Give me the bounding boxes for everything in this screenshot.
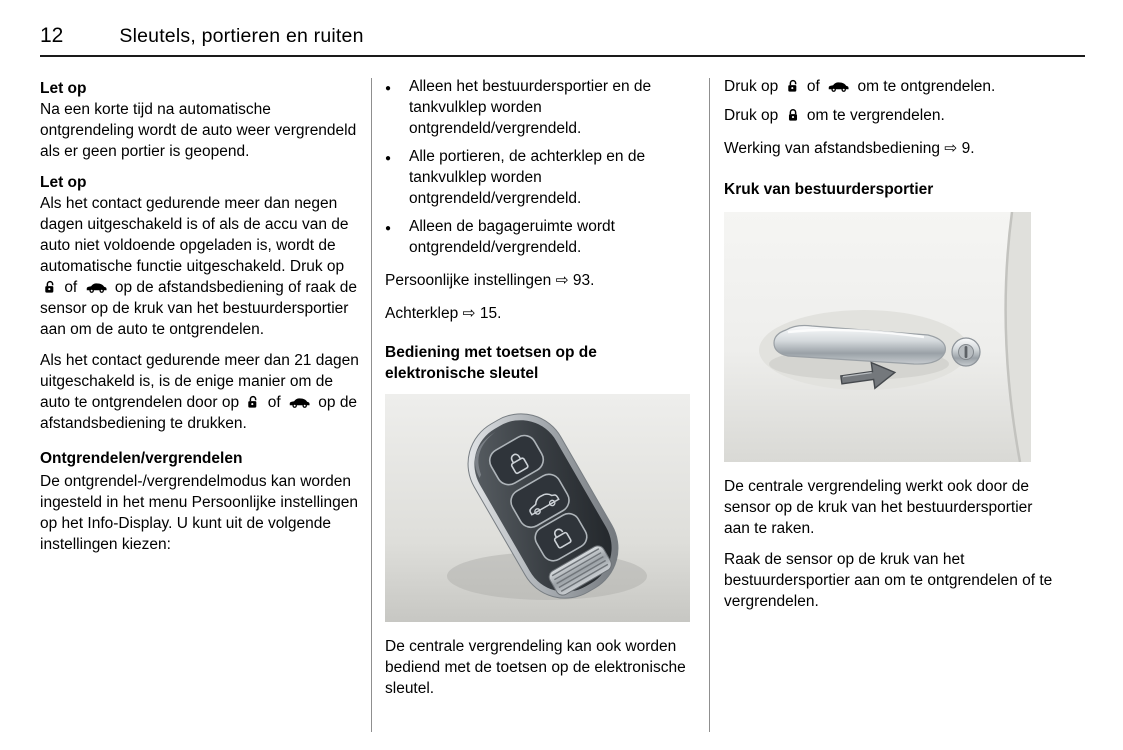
column-divider — [709, 78, 710, 732]
section-heading: Bediening met toetsen op de elektronische sleutel — [385, 344, 597, 382]
bullet-item — [385, 146, 697, 209]
car-unlock-icon — [288, 396, 311, 409]
car-unlock-icon — [827, 80, 850, 93]
bullet-icon — [385, 76, 409, 139]
bullet-list — [385, 76, 697, 258]
bullet-text: Alleen de bagageruimte wordt ontgrendeld/vergrendeld. — [409, 218, 615, 256]
chapter-title: Sleutels, portieren en ruiten — [119, 25, 364, 47]
bullet-text: Alleen het bestuurdersportier en de tankvulklep worden ontgrendeld/vergrendeld. — [409, 78, 652, 137]
car-unlock-icon — [85, 281, 108, 294]
keyhole — [952, 338, 980, 366]
text-run: om te ontgrendelen. — [857, 78, 996, 95]
note-heading: Let op — [40, 80, 87, 97]
bullet-text: Alle portieren, de achterklep en de tankvulklep worden ontgrendeld/vergrendeld. — [409, 148, 646, 207]
paragraph — [40, 350, 360, 434]
column-3 — [724, 76, 1060, 622]
bullet-icon — [385, 216, 409, 258]
page-reference: Werking van afstandsbediening ⇨ 9. — [724, 140, 975, 157]
figure-caption: De centrale vergrendeling werkt ook door de sensor op de kruk van het bestuurdersportier aan te raken. — [724, 478, 1033, 537]
unlock-icon — [246, 395, 260, 409]
bullet-item — [385, 76, 697, 139]
page-reference: Persoonlijke instellingen ⇨ 93. — [385, 272, 595, 289]
note-heading: Let op — [40, 174, 87, 191]
section-heading: Kruk van bestuurdersportier — [724, 181, 934, 198]
key-fob-illustration — [385, 394, 697, 622]
lock-icon — [786, 108, 800, 122]
unlock-icon — [43, 280, 57, 294]
column-2 — [385, 76, 697, 709]
column-divider — [371, 78, 372, 732]
paragraph — [724, 105, 1060, 126]
text-run: of — [806, 78, 820, 95]
text-run: Als het contact gedurende meer dan negen dagen uitgeschakeld is of als de accu van de auto niet voldoende opgeladen is, wordt de automatische functie uitgeschakeld. Druk op — [40, 195, 349, 275]
figure-caption: Raak de sensor op de kruk van het bestuurdersportier aan om te ontgrendelen of te vergrendelen. — [724, 551, 1053, 610]
page-header — [40, 24, 1085, 57]
page-reference: Achterklep ⇨ 15. — [385, 305, 502, 322]
bullet-item — [385, 216, 697, 258]
page-number: 12 — [40, 24, 64, 47]
bullet-icon — [385, 146, 409, 209]
paragraph: Na een korte tijd na automatische ontgrendeling wordt de auto weer vergrendeld als er geen portier is geopend. — [40, 101, 357, 160]
paragraph — [724, 76, 1060, 97]
text-run: op de afstandsbediening of raak de sensor op de kruk van het bestuurdersportier aan om de auto te ontgrendelen. — [40, 279, 358, 338]
header-rule — [40, 55, 1085, 57]
paragraph — [40, 193, 360, 340]
text-run: om te vergrendelen. — [806, 107, 945, 124]
figure-caption: De centrale vergrendeling kan ook worden bediend met de toetsen op de elektronische sleutel. — [385, 638, 686, 697]
text-run: op de afstandsbediening te drukken. — [40, 394, 358, 432]
text-run: of — [267, 394, 281, 411]
door-handle-illustration — [724, 212, 1060, 462]
text-run: of — [64, 279, 78, 296]
unlock-icon — [786, 79, 800, 93]
text-run: Druk op — [724, 78, 779, 95]
paragraph: De ontgrendel-/vergrendelmodus kan worden ingesteld in het menu Persoonlijke instellingen op het Info-Display. U kunt uit de volgende instellingen kiezen: — [40, 473, 358, 553]
text-run: Als het contact gedurende meer dan 21 dagen uitgeschakeld is, is de enige manier om de auto te ontgrendelen door op — [40, 352, 359, 411]
section-heading: Ontgrendelen/vergrendelen — [40, 450, 243, 467]
text-run: Druk op — [724, 107, 779, 124]
column-1 — [40, 76, 360, 565]
